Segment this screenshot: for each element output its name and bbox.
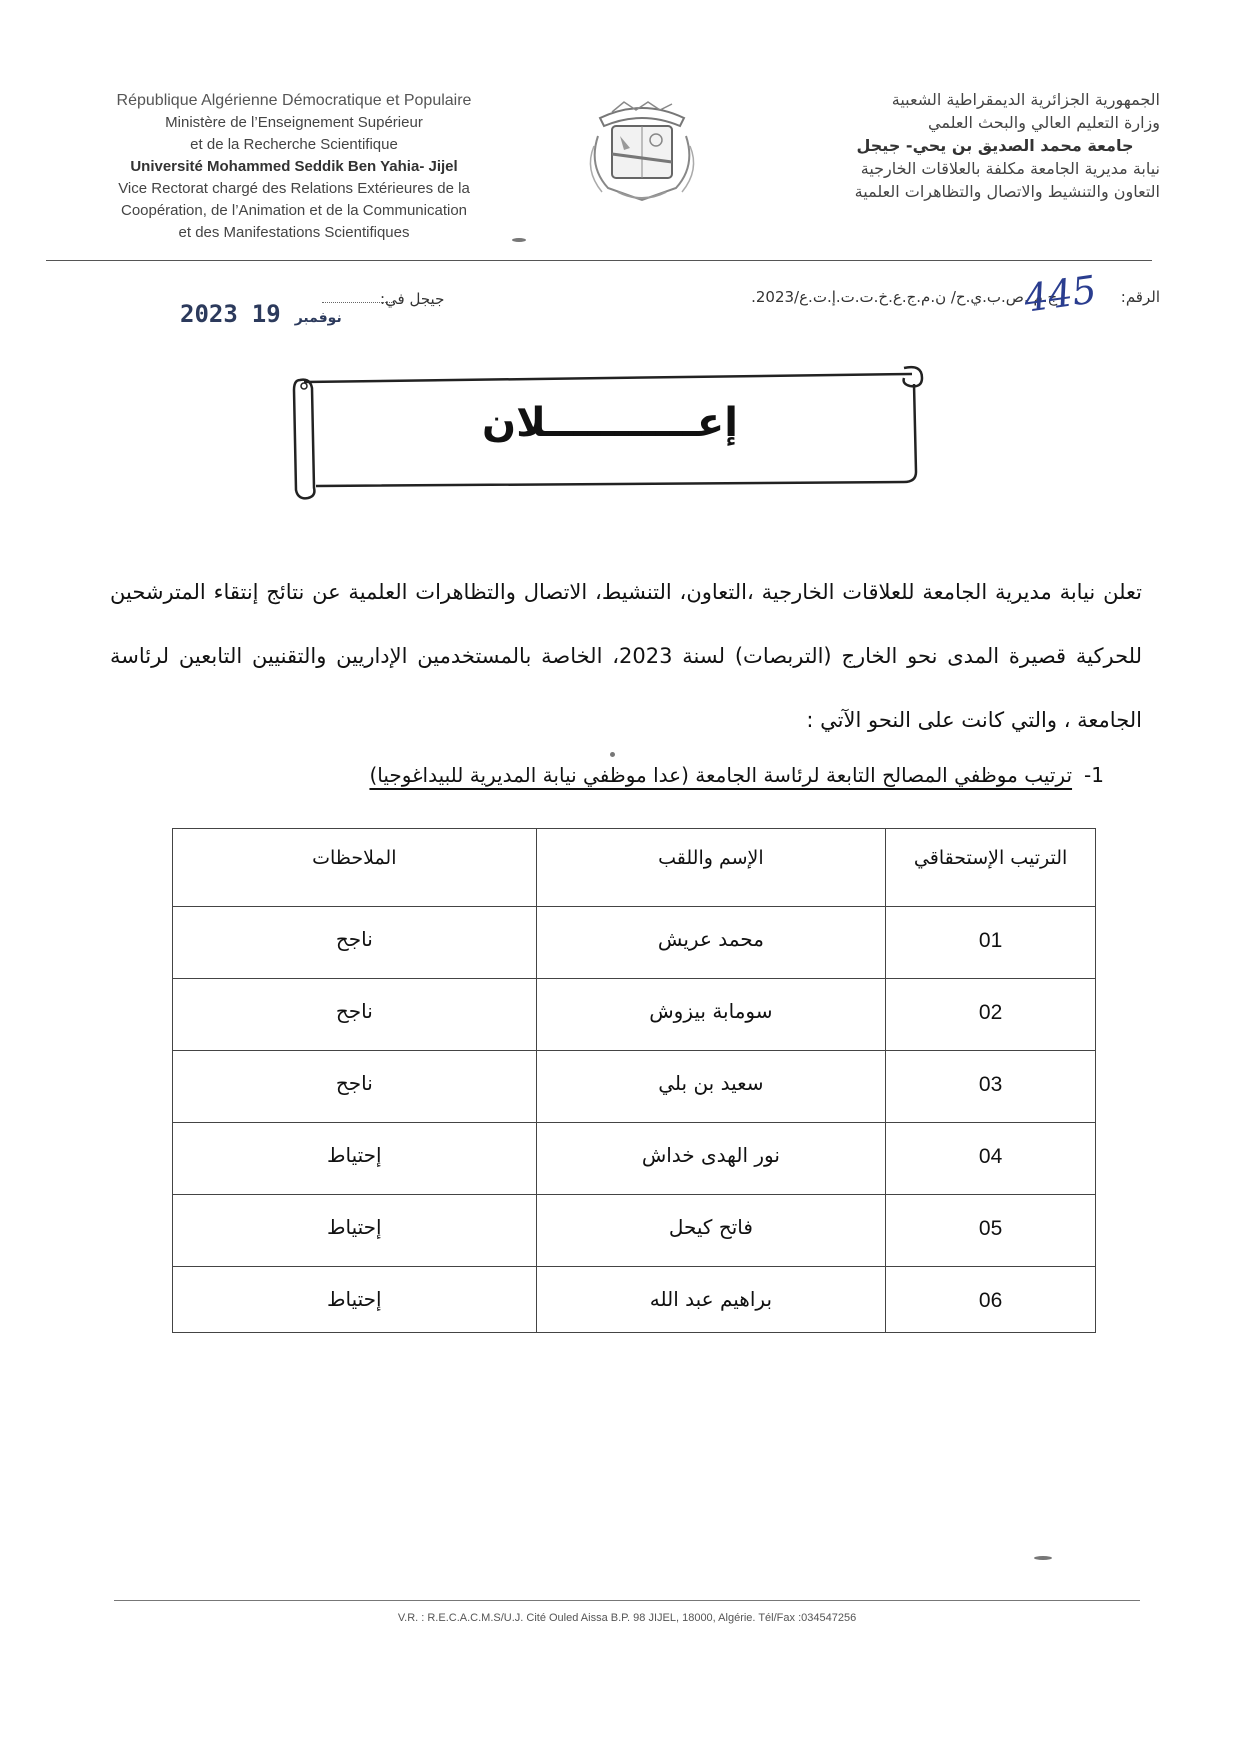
header-french: [84, 90, 504, 244]
header-notes: الملاحظات: [173, 829, 537, 907]
header-arabic: [780, 88, 1160, 203]
cell-rank: 03: [886, 1051, 1096, 1123]
header-fr-vice-rectorat-2: Coopération, de l’Animation et de la Communication: [120, 202, 468, 219]
header-divider: [46, 260, 1152, 261]
header-fr-vice-rectorat: Vice Rectorat chargé des Relations Extérieures de la: [118, 180, 470, 197]
cell-rank: 05: [886, 1195, 1096, 1267]
cell-note: ناجح: [173, 907, 537, 979]
header-fr-ministry-2: et de la Recherche Scientifique: [190, 136, 398, 153]
cell-rank: 02: [886, 979, 1096, 1051]
cell-note: إحتياط: [173, 1123, 537, 1195]
results-table: [172, 828, 1096, 1333]
date-stamp-day: 19: [251, 300, 281, 328]
header-ar-vice-directorate-2: التعاون والتنشيط والاتصال والتظاهرات العلمية: [854, 182, 1160, 201]
cell-note: إحتياط: [173, 1195, 537, 1267]
header-ar-ministry: وزارة التعليم العالي والبحث العلمي: [928, 113, 1160, 132]
table-row: [173, 1051, 1096, 1123]
table-row: [173, 1267, 1096, 1333]
page-title: إعـــــــــــلان: [482, 400, 738, 446]
cell-name: سعيد بن بلي: [536, 1051, 886, 1123]
cell-name: سومابة بيزوش: [536, 979, 886, 1051]
cell-name: فاتح كيحل: [536, 1195, 886, 1267]
university-crest-icon: [572, 96, 712, 206]
header-ar-vice-directorate: نيابة مديرية الجامعة مكلفة بالعلاقات الخارجية: [860, 159, 1160, 178]
reference-code: ج.م .ص.ب.ي.ح/ ن.م.ج.ع.خ.ت.ت.إ.ت.ع/2023.: [751, 288, 1058, 306]
header-name: الإسم واللقب: [536, 829, 886, 907]
table-row: [173, 1195, 1096, 1267]
header-fr-republic: République Algérienne Démocratique et Populaire: [116, 92, 472, 109]
cell-note: إحتياط: [173, 1267, 537, 1333]
footer-divider: [114, 1600, 1140, 1601]
header-ar-republic: الجمهورية الجزائرية الديمقراطية الشعبية: [891, 90, 1160, 109]
cell-name: محمد عريش: [536, 907, 886, 979]
header-fr-ministry: Ministère de l’Enseignement Supérieur: [165, 114, 423, 131]
scan-speck: [512, 238, 526, 242]
section-heading: [250, 763, 1104, 787]
cell-name: نور الهدى خداش: [536, 1123, 886, 1195]
date-stamp-year: 2023: [180, 300, 238, 328]
table-row: [173, 907, 1096, 979]
table-header-row: [173, 829, 1096, 907]
cell-rank: 06: [886, 1267, 1096, 1333]
scan-speck: [1034, 1556, 1052, 1560]
table-row: [173, 979, 1096, 1051]
header-fr-vice-rectorat-3: et des Manifestations Scientifiques: [178, 224, 410, 241]
reference-label: الرقم:: [1120, 288, 1160, 306]
section-number: 1-: [1084, 763, 1104, 787]
cell-note: ناجح: [173, 979, 537, 1051]
header-ar-university: جامعة محمد الصديق بن يحي- جيجل: [856, 136, 1134, 155]
cell-name: براهيم عبد الله: [536, 1267, 886, 1333]
header-fr-university: Université Mohammed Seddik Ben Yahia- Jijel: [130, 158, 458, 175]
date-stamp-month: نوفمبر: [294, 310, 342, 326]
footer-address: V.R. : R.E.C.A.C.M.S/U.J. Cité Ouled Aissa B.P. 98 JIJEL, 18000, Algérie. Tél/Fax :034547256: [397, 1612, 857, 1624]
header-rank: الترتيب الإستحقاقي: [886, 829, 1096, 907]
announcement-body: تعلن نيابة مديرية الجامعة للعلاقات الخارجية ،التعاون، التنشيط، الاتصال والتظاهرات العلمية عن نتائج إنتقاء المترشحين للحركية قصيرة المدى نحو الخارج (التربصات) لسنة 2023، الخاصة بالمستخدمين الإداريين والتقنيين التابعين لرئاسة الجامعة ، والتي كانت على النحو الآتي :: [110, 580, 1142, 732]
reference-number-handwritten: 445: [1021, 267, 1100, 321]
table-row: [173, 1123, 1096, 1195]
scan-speck: [610, 752, 615, 757]
cell-note: ناجح: [173, 1051, 537, 1123]
date-label: جيجل في:: [380, 290, 445, 308]
cell-rank: 04: [886, 1123, 1096, 1195]
cell-rank: 01: [886, 907, 1096, 979]
date-stamp: [180, 300, 356, 328]
section-title: ترتيب موظفي المصالح التابعة لرئاسة الجامعة (عدا موظفي نيابة المديرية للبيداغوجيا): [369, 763, 1073, 787]
